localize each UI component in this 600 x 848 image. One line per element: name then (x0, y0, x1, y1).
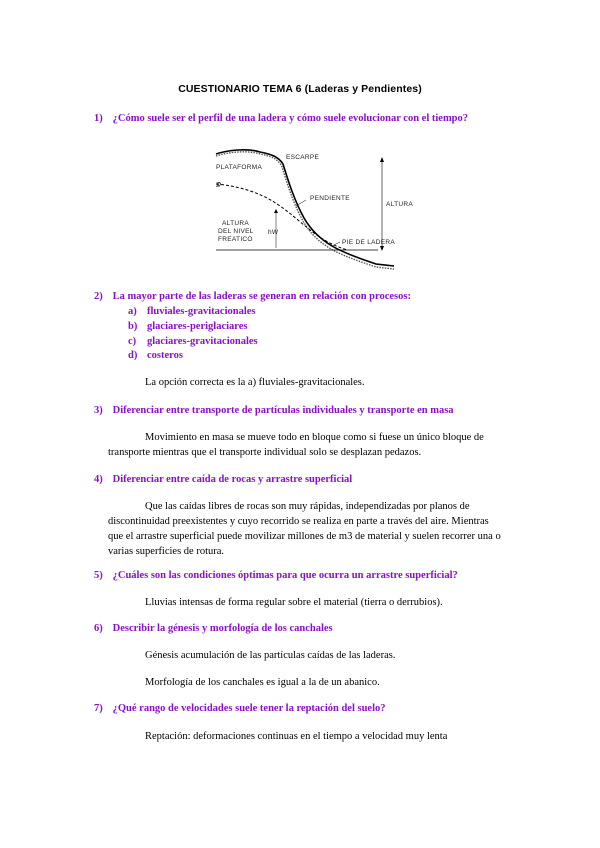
option-text: costeros (147, 350, 183, 361)
option-d (128, 350, 183, 361)
question-number: 2) (94, 291, 103, 302)
question-number: 4) (94, 474, 103, 485)
hw-arrow-head (274, 209, 278, 213)
label-hw: hW (268, 229, 279, 236)
question-text: Diferenciar entre caída de rocas y arrastre superficial (112, 474, 353, 485)
answer-3-line-2: transporte mientras que el transporte individual solo se desplazan pedazos. (108, 447, 422, 458)
question-2 (94, 291, 411, 302)
option-letter: c) (128, 336, 137, 347)
label-z: Z (216, 182, 221, 189)
page-title: CUESTIONARIO TEMA 6 (Laderas y Pendientes) (178, 83, 422, 95)
question-text: ¿Cuáles son las condiciones óptimas para que ocurra un arrastre superficial? (112, 570, 458, 581)
option-letter: b) (128, 321, 138, 332)
label-plataforma: PLATAFORMA (216, 164, 263, 171)
label-altura: ALTURA (386, 201, 413, 208)
option-text: glaciares-periglaciares (147, 321, 248, 332)
option-letter: d) (128, 350, 138, 361)
option-letter: a) (128, 306, 137, 317)
question-number: 3) (94, 405, 103, 416)
label-altura-nivel-2: DEL NIVEL (218, 228, 254, 235)
label-escarpe: ESCARPE (286, 154, 320, 161)
question-number: 5) (94, 570, 103, 581)
label-altura-nivel-3: FREATICO (218, 236, 253, 243)
answer-7: Reptación: deformaciones continuas en el tiempo a velocidad muy lenta (145, 731, 448, 742)
question-number: 6) (94, 623, 103, 634)
option-text: glaciares-gravitacionales (147, 336, 258, 347)
question-3 (94, 405, 454, 416)
question-number: 1) (94, 113, 103, 124)
label-pendiente: PENDIENTE (310, 195, 350, 202)
question-6 (94, 623, 333, 634)
answer-2: La opción correcta es la a) fluviales-gravitacionales. (145, 377, 365, 388)
label-pie: PIE DE LADERA (342, 239, 396, 246)
answer-4-line-3: que el arrastre superficial puede movilizar millones de m3 de material y suelen recorrer una o (108, 531, 501, 542)
option-b (128, 321, 248, 332)
question-5 (94, 570, 458, 581)
question-text: La mayor parte de las laderas se generan en relación con procesos: (112, 291, 411, 302)
answer-3-line-1: Movimiento en masa se mueve todo en bloque como si fuese un único bloque de (145, 432, 484, 443)
question-4 (94, 474, 352, 485)
question-text: ¿Cómo suele ser el perfil de una ladera y cómo suele evolucionar con el tiempo? (112, 113, 469, 124)
question-text: ¿Qué rango de velocidades suele tener la reptación del suelo? (112, 703, 386, 714)
option-c (128, 336, 258, 347)
slope-profile-diagram (208, 140, 428, 274)
answer-6-genesis: Génesis acumulación de las partículas caídas de las laderas. (145, 650, 396, 661)
label-altura-nivel-1: ALTURA (222, 220, 249, 227)
answer-5: Lluvias intensas de forma regular sobre el material (tierra o derrubios). (145, 597, 443, 608)
height-arrow-head-bottom (380, 246, 384, 251)
question-number: 7) (94, 703, 103, 714)
answer-6-morfologia: Morfología de los canchales es igual a la de un abanico. (145, 677, 380, 688)
option-a (128, 306, 256, 317)
answer-4-line-1: Que las caídas libres de rocas son muy rápidas, independizadas por planos de (145, 501, 470, 512)
answer-4-line-2: discontinuidad preexistentes y cuyo recorrido se realiza en parte a través del aire. Mientras (108, 516, 489, 527)
question-text: Describir la génesis y morfología de los canchales (112, 623, 333, 634)
height-arrow-head-top (380, 157, 384, 162)
question-text: Diferenciar entre transporte de partículas individuales y transporte en masa (112, 405, 454, 416)
question-7 (94, 703, 386, 714)
answer-4-line-4: varias superficies de rotura. (108, 546, 225, 557)
option-text: fluviales-gravitacionales (147, 306, 256, 317)
question-1 (94, 113, 468, 124)
